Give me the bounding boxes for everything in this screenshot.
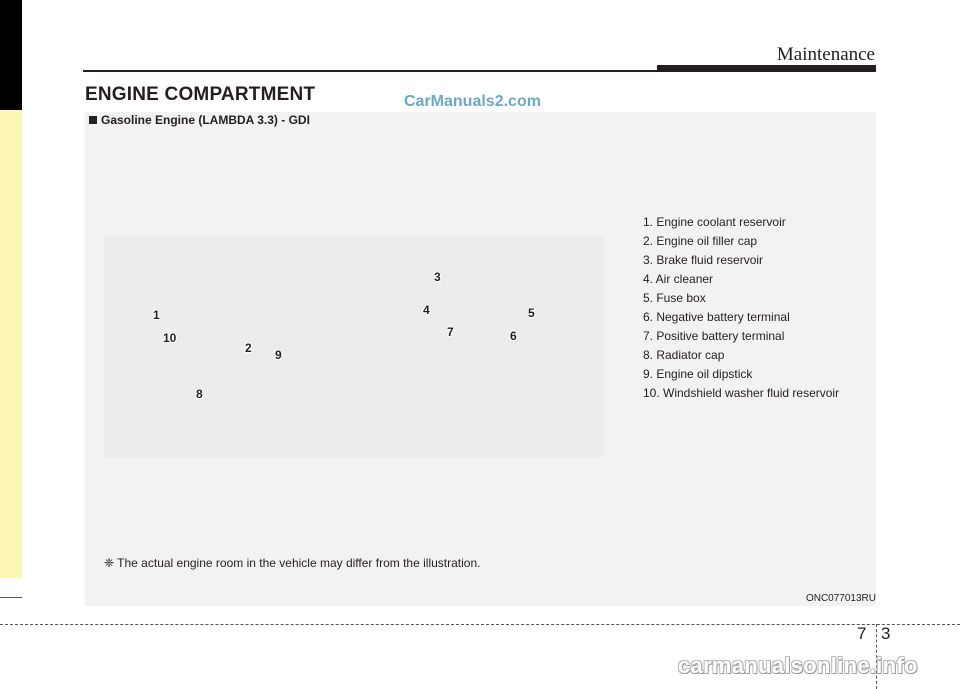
page-number: 3 bbox=[881, 624, 891, 643]
engine-illustration bbox=[104, 235, 604, 457]
callout-4: 4 bbox=[423, 303, 430, 317]
side-divider bbox=[0, 597, 22, 598]
figure-subheading bbox=[89, 113, 310, 127]
page-heading: ENGINE COMPARTMENT bbox=[85, 84, 316, 105]
watermark-top: CarManuals2.com bbox=[404, 93, 541, 110]
legend-item: 3. Brake fluid reservoir bbox=[643, 253, 764, 267]
section-title: Maintenance bbox=[776, 44, 875, 65]
header-rule-accent bbox=[657, 65, 876, 72]
callout-10: 10 bbox=[163, 331, 177, 345]
component-legend bbox=[643, 213, 839, 403]
legend-item: 7. Positive battery terminal bbox=[643, 329, 785, 343]
legend-item: 9. Engine oil dipstick bbox=[643, 367, 753, 381]
legend-item: 10. Windshield washer fluid reservoir bbox=[643, 386, 840, 400]
callout-9: 9 bbox=[275, 348, 282, 362]
figure-code: ONC077013RU bbox=[805, 593, 876, 604]
legend-item: 8. Radiator cap bbox=[643, 348, 725, 362]
illustration-note: ❈ The actual engine room in the vehicle may differ from the illustration. bbox=[104, 556, 481, 570]
callout-1: 1 bbox=[153, 308, 160, 322]
figure-subheading-text: Gasoline Engine (LAMBDA 3.3) - GDI bbox=[101, 113, 310, 127]
legend-item: 1. Engine coolant reservoir bbox=[643, 215, 786, 229]
watermark-bottom: carmanualsonline.info bbox=[678, 653, 918, 678]
callout-6: 6 bbox=[510, 329, 517, 343]
callout-3: 3 bbox=[434, 270, 441, 284]
chapter-number: 7 bbox=[857, 624, 867, 643]
callout-7: 7 bbox=[447, 325, 454, 339]
callout-5: 5 bbox=[528, 306, 535, 320]
square-bullet-icon bbox=[89, 116, 97, 124]
chapter-tab-marker bbox=[0, 0, 22, 110]
legend-item: 5. Fuse box bbox=[643, 291, 706, 305]
legend-item: 6. Negative battery terminal bbox=[643, 310, 790, 324]
callout-2: 2 bbox=[245, 341, 252, 355]
callout-8: 8 bbox=[196, 387, 203, 401]
footer-dashed-rule bbox=[0, 624, 960, 625]
legend-item: 4. Air cleaner bbox=[643, 272, 714, 286]
legend-item: 2. Engine oil filler cap bbox=[643, 234, 758, 248]
